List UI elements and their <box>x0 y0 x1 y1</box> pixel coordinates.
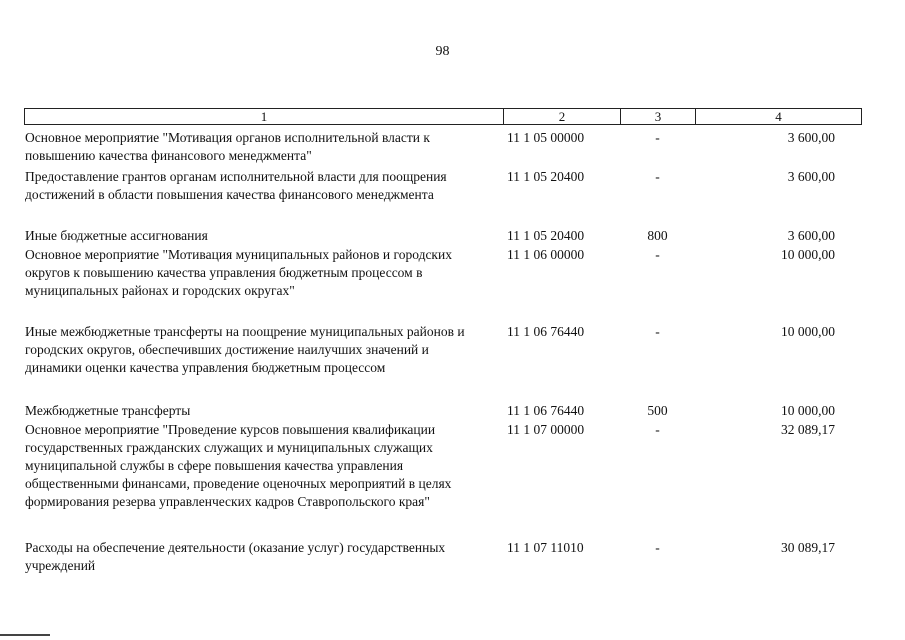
row-expense-type: - <box>655 540 660 555</box>
row-sum: 3 600,00 <box>787 130 835 145</box>
row-name: Основное мероприятие "Мотивация муниципальных районов и городских округов к повышению качества управления бюджетным процессом в муниципальных районах и городских округах" <box>25 247 452 298</box>
row-sum: 3 600,00 <box>787 169 835 184</box>
header-col-3: 3 <box>621 109 696 124</box>
row-expense-type: 500 <box>647 403 668 418</box>
row-code: 11 1 05 20400 <box>507 169 585 184</box>
row-name: Основное мероприятие "Мотивация органов исполнительной власти к повышению качества финансового менеджмента" <box>25 130 430 163</box>
row-sum: 3 600,00 <box>787 228 835 243</box>
header-col-4: 4 <box>775 109 782 124</box>
row-code: 11 1 07 00000 <box>507 422 585 437</box>
row-name: Расходы на обеспечение деятельности (оказание услуг) государственных учреждений <box>25 540 446 573</box>
row-expense-type: - <box>655 169 660 184</box>
row-code: 11 1 07 11010 <box>507 540 584 555</box>
row-name: Межбюджетные трансферты <box>25 403 191 418</box>
row-expense-type: - <box>655 247 660 262</box>
row-name: Иные бюджетные ассигнования <box>25 228 208 243</box>
row-name: Основное мероприятие "Проведение курсов повышения квалификации государственных гражданских служащих и муниципальных служащих муниципальной службы в сфере повышения качества управления общественными финансами, проведение оценочных мероприятий в целях формирования резерва управленческих кадров Ставропольского края" <box>25 422 452 509</box>
row-code: 11 1 06 00000 <box>507 247 585 262</box>
table-header <box>24 108 862 125</box>
row-code: 11 1 06 76440 <box>507 324 585 339</box>
row-sum: 10 000,00 <box>781 403 835 418</box>
header-col-1: 1 <box>25 109 504 124</box>
row-sum: 10 000,00 <box>781 324 835 339</box>
row-expense-type: - <box>655 422 660 437</box>
row-name: Иные межбюджетные трансферты на поощрение муниципальных районов и городских округов, обеспечивших достижение наилучших значений и динамики оценки качества управления бюджетным процессом <box>25 324 465 375</box>
page-number: 98 <box>435 44 450 59</box>
row-sum: 30 089,17 <box>781 540 835 555</box>
row-code: 11 1 06 76440 <box>507 403 585 418</box>
row-expense-type: 800 <box>647 228 668 243</box>
row-name: Предоставление грантов органам исполнительной власти для поощрения достижений в области повышения качества финансового менеджмента <box>25 169 447 202</box>
row-code: 11 1 05 20400 <box>507 228 585 243</box>
row-sum: 10 000,00 <box>781 247 835 262</box>
header-col-2: 2 <box>504 109 621 124</box>
row-expense-type: - <box>655 130 660 145</box>
row-code: 11 1 05 00000 <box>507 130 585 145</box>
footer-rule <box>0 634 50 636</box>
row-sum: 32 089,17 <box>781 422 835 437</box>
row-expense-type: - <box>655 324 660 339</box>
